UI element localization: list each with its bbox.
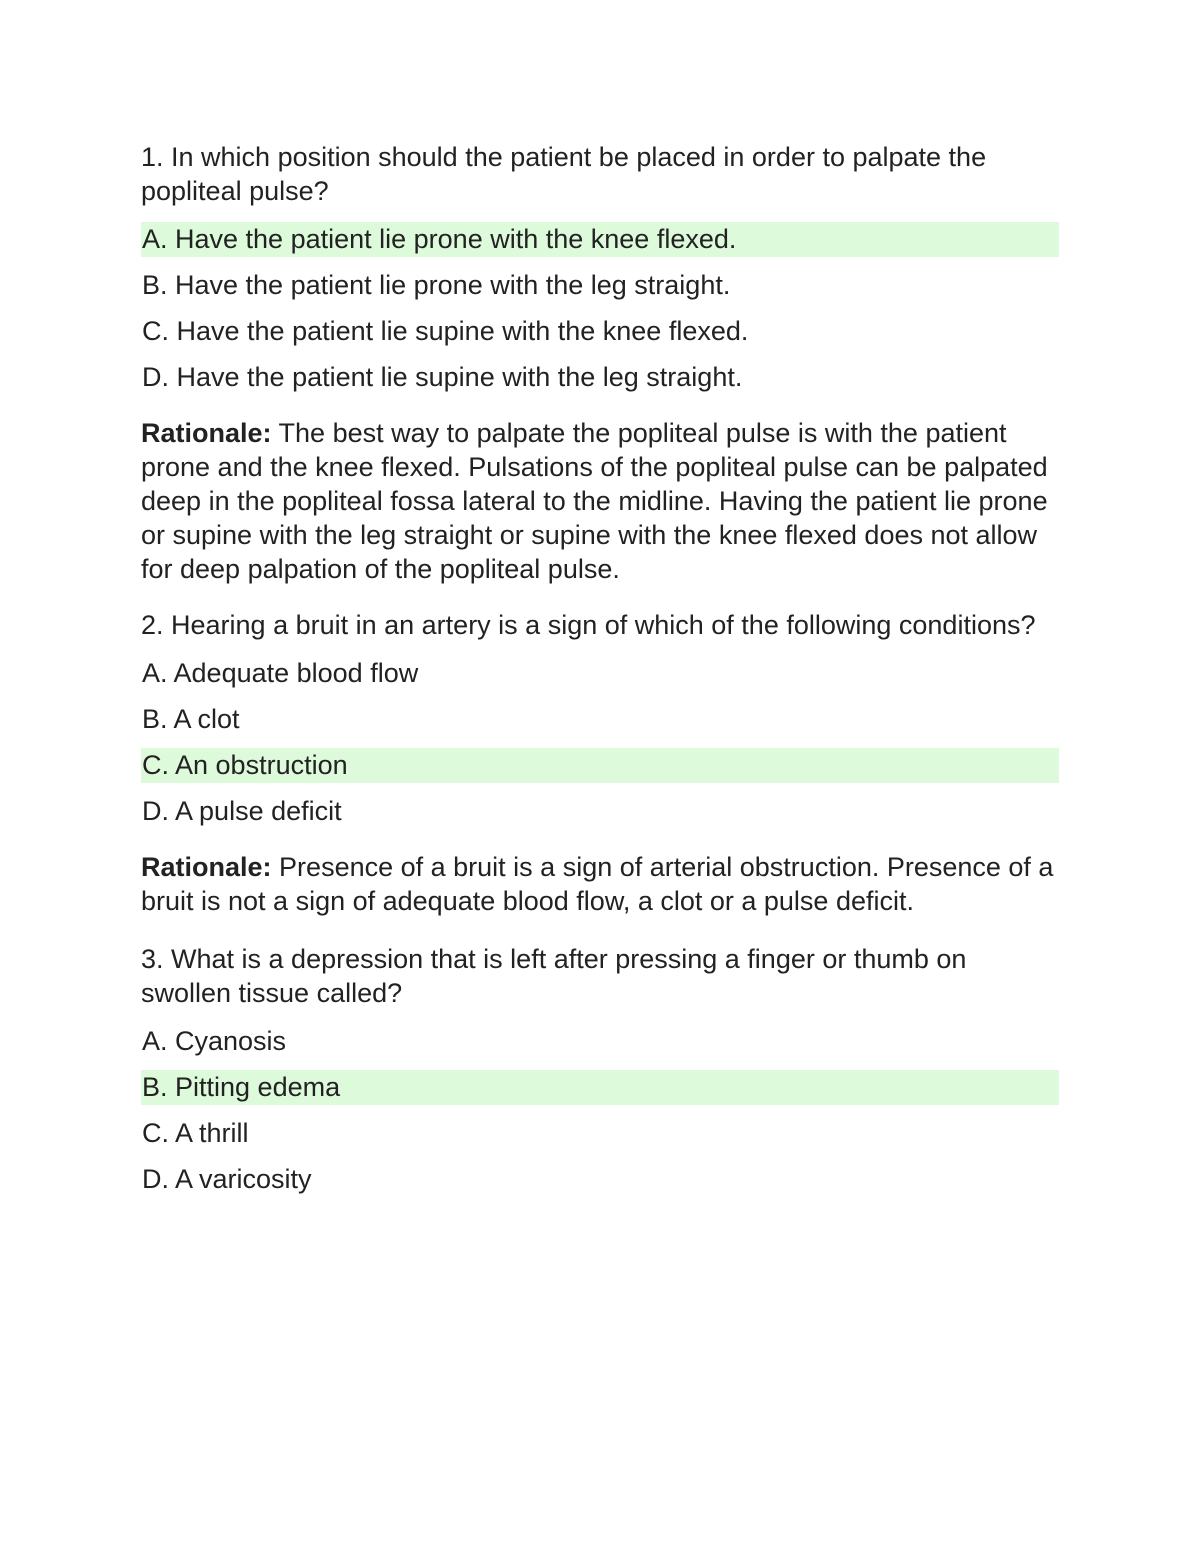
question-1-option-d: D. Have the patient lie supine with the leg straight. <box>142 362 743 392</box>
question-2-rationale-text: Presence of a bruit is a sign of arterial obstruction. Presence of a bruit is not a sign of adequate blood flow, a clot or a pulse deficit. <box>141 852 1054 916</box>
question-2-rationale <box>141 850 1059 918</box>
question-3-option-d: D. A varicosity <box>142 1164 312 1194</box>
question-2-option-d: D. A pulse deficit <box>142 796 342 826</box>
question-3-option-c: C. A thrill <box>142 1118 249 1148</box>
question-1-rationale-text: The best way to palpate the popliteal pulse is with the patient prone and the knee flexed. Pulsations of the popliteal pulse can be palpated deep in the popliteal fossa lateral to the midline. Having the patient lie prone or supine with the leg straight or supine with the knee flexed does not allow for deep palpation of the popliteal pulse. <box>141 418 1048 584</box>
question-3-text: 3. What is a depression that is left after pressing a finger or thumb on swollen tissue called? <box>141 944 967 1008</box>
rationale-label: Rationale: <box>141 418 272 448</box>
question-1-text: 1. In which position should the patient be placed in order to palpate the popliteal pulse? <box>141 142 987 206</box>
question-1-option-a: A. Have the patient lie prone with the knee flexed. <box>141 222 1059 257</box>
question-2-option-c: C. An obstruction <box>141 748 1059 783</box>
question-1-rationale <box>141 416 1059 586</box>
question-2-text: 2. Hearing a bruit in an artery is a sign of which of the following conditions? <box>141 610 1036 640</box>
question-3-option-b: B. Pitting edema <box>141 1070 1059 1105</box>
rationale-label: Rationale: <box>141 852 272 882</box>
question-3-option-a: A. Cyanosis <box>142 1026 287 1056</box>
question-2-option-b: B. A clot <box>142 704 240 734</box>
document-page <box>141 140 1059 1208</box>
question-2-options <box>141 656 1059 829</box>
question-1-options <box>141 222 1059 395</box>
question-1-option-b: B. Have the patient lie prone with the leg straight. <box>142 270 731 300</box>
question-3-options <box>141 1024 1059 1197</box>
question-2-option-a: A. Adequate blood flow <box>142 658 419 688</box>
question-1-option-c: C. Have the patient lie supine with the knee flexed. <box>142 316 749 346</box>
